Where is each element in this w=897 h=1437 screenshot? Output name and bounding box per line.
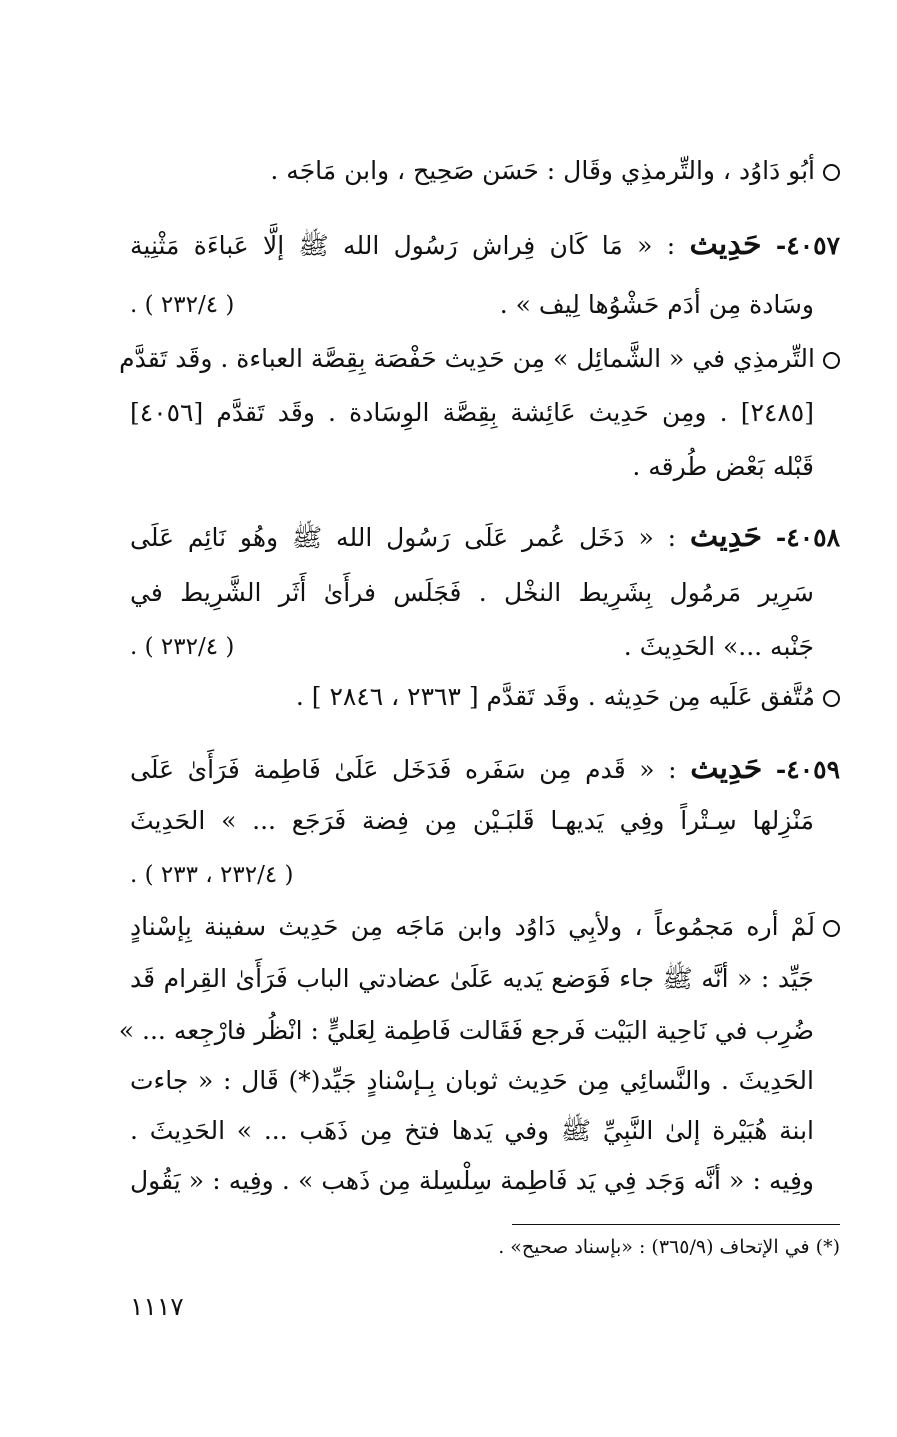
circle-bullet-icon xyxy=(823,164,840,181)
footnote-separator xyxy=(512,1224,840,1225)
circle-bullet-icon xyxy=(823,920,840,937)
circle-bullet-icon xyxy=(823,352,840,369)
hadith-4059-line: ٤٠٥٩- حَدِيث : « قَدم مِن سَفَره فَدَخَل عَلَىٰ فَاطِمة فَرَأَىٰ عَلَى xyxy=(130,751,840,786)
hadith-word: حَدِيث xyxy=(689,227,762,262)
hadith-number: ٤٠٥٨- xyxy=(775,523,840,552)
text-line: مَنْزِلها سِـتْراً وفِي يَديهـا قَلبَـيْن مِن فِضة فَرَجَع ... » الحَدِيثَ xyxy=(130,806,814,835)
reference: ( ٢٣٢/٤ ، ٢٣٣ ) . xyxy=(130,862,294,888)
text-line: وسَادة مِن أدَم حَشْوُها لِيف » . xyxy=(499,290,814,319)
hadith-number: ٤٠٥٩- xyxy=(775,755,840,784)
reference: ( ٢٣٢/٤ ) . xyxy=(130,292,235,318)
text-line: لَمْ أره مَجمُوعاً ، ولأبِي دَاوُد وابن مَاجَه مِن حَدِيث سفينة بِإسْنادٍ xyxy=(130,904,840,950)
footnote: (*) في الإتحاف (٣٦٥/٩) : «بإسناد صحيح» . xyxy=(498,1236,840,1258)
hadith-4057-line: ٤٠٥٧- حَدِيث : « مَا كَان فِراش رَسُول الله ﷺ إلَّا عَباءَة مَثْنِية xyxy=(130,227,841,262)
page-number: ١١١٧ xyxy=(130,1292,184,1321)
reference: ( ٢٣٢/٤ ) . xyxy=(130,634,235,660)
hadith-word: حَدِيث xyxy=(690,751,763,786)
text-line: ضُرِب في نَاحِية البَيْت فَرجع فَقَالت فَاطِمة لِعَليٍّ : انْظُر فارْجِعه ... » xyxy=(118,1016,814,1045)
text-line: ابنة هُبَيْرة إلىٰ النَّبِيِّ ﷺ وفي يَدها فتخ مِن ذَهَب ... » الحَدِيثَ . xyxy=(130,1116,814,1145)
text-line: [٢٤٨٥] . ومِن حَدِيث عَائِشة بِقِصَّة الوِسَادة . وقَد تَقدَّم [٤٠٥٦] xyxy=(130,398,814,427)
text-line: التِّرمذِي في « الشَّمائِل » مِن حَدِيث حَفْصَة بِقِصَّة العباءة . وقَد تَقدَّم xyxy=(130,336,840,382)
text-line: سَرِير مَرمُول بِشَرِيط النخْل . فَجَلَس فرأَىٰ أَثَر الشَّرِيط في xyxy=(130,578,814,607)
text-line: جَنْبه ...» الحَدِيثَ . xyxy=(623,632,814,661)
hadith-word: حَدِيث xyxy=(689,519,763,554)
text-line: الحَدِيثَ . والنَّسائِي مِن حَدِيث ثوبان بِـإسْنادٍ جَيِّد(*) قَال : « جاءت xyxy=(130,1066,814,1095)
text-line: قَبْله بَعْض طُرقه . xyxy=(632,452,814,481)
hadith-4058-line: ٤٠٥٨- حَدِيث : « دَخَل عُمر عَلَى رَسُول الله ﷺ وهُو نَائِم عَلَى xyxy=(130,519,840,554)
text-line: وفِيه : « أنَّه وَجَد فِي يَد فَاطِمة سِلْسِلة مِن ذَهب » . وفِيه : « يَقُول xyxy=(130,1166,814,1195)
hadith-number: ٤٠٥٧- xyxy=(775,231,841,260)
text-line: جَيِّد : « أنَّه ﷺ جاء فَوَضع يَديه عَلَىٰ عضادتي الباب فَرَأَىٰ القِرام قَد xyxy=(130,964,814,993)
circle-bullet-icon xyxy=(823,690,840,707)
text-line: مُتَّفق عَلَيه مِن حَدِيثه . وقَد تَقدَّم [ ٢٣٦٣ ، ٢٨٤٦ ] . xyxy=(296,674,840,720)
text-line: أبُو دَاوُد ، والتِّرمذِي وقَال : حَسَن صَحِيح ، وابن مَاجَه . xyxy=(270,148,840,194)
